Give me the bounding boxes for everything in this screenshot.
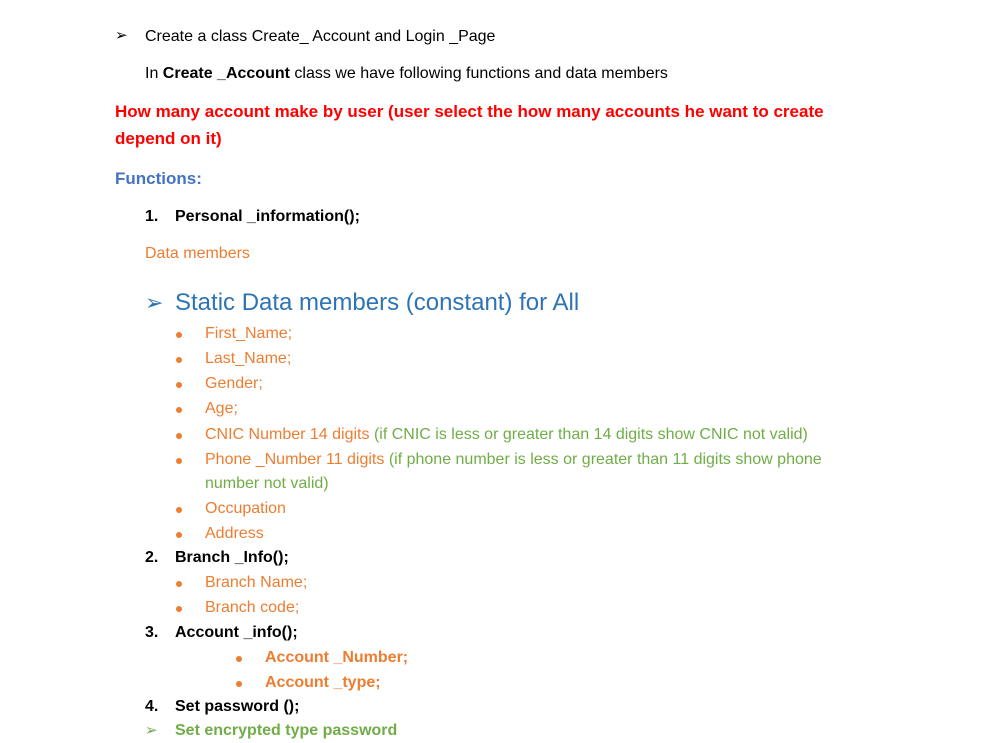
desc-prefix: In [145,65,163,82]
bullet-icon [176,458,182,464]
phone-label: Phone _Number 11 digits [205,451,385,468]
bullet-icon [176,507,182,513]
desc-class-name: Create _Account [162,65,290,82]
fn3-label: Account _info(); [175,624,298,641]
class-intro-line: Create a class Create_ Account and Login _Page [145,28,496,45]
bullet-icon [236,681,242,687]
list-item-occupation: Occupation [205,500,286,517]
data-members-label: Data members [145,245,250,262]
encrypted-arrow-icon: ➢ [145,722,158,739]
functions-label: Functions: [115,169,202,188]
desc-suffix: class we have following functions and data members [289,65,668,82]
list-item-branch-name: Branch Name; [205,574,308,591]
cnic-note: (if CNIC is less or greater than 14 digits show CNIC not valid) [369,426,808,443]
bullet-icon [176,581,182,587]
bullet-icon [176,382,182,388]
list-item-branch-code: Branch code; [205,599,300,616]
list-item-address: Address [205,525,264,542]
fn1-label: Personal _information(); [175,208,360,225]
bullet-icon [176,357,182,363]
list-item-phone [205,448,865,496]
cnic-label: CNIC Number 14 digits [205,426,370,443]
fn1-number: 1. [145,208,159,225]
list-item-cnic [205,425,808,445]
bullet-icon [176,433,182,439]
arrow-bullet-icon: ➢ [115,27,128,44]
class-description [145,64,668,84]
fn2-number: 2. [145,549,159,566]
bullet-icon [176,606,182,612]
static-heading: Static Data members (constant) for All [175,289,580,316]
phone-note: (if phone number is less or greater than 11 digits show phone number not valid) [205,451,822,492]
bullet-icon [176,332,182,338]
list-item-account-type: Account _type; [265,674,381,691]
fn2-label: Branch _Info(); [175,549,289,566]
encrypted-password-line: Set encrypted type password [175,722,398,739]
fn4-label: Set password (); [175,698,300,715]
fn3-number: 3. [145,624,159,641]
list-item-age: Age; [205,400,238,417]
list-item-first-name: First_Name; [205,325,293,342]
bullet-icon [176,407,182,413]
fn4-number: 4. [145,698,159,715]
static-heading-arrow-icon: ➢ [145,290,164,315]
bullet-icon [236,656,242,662]
list-item-last-name: Last_Name; [205,350,292,367]
list-item-account-number: Account _Number; [265,649,409,666]
bullet-icon [176,532,182,538]
red-requirement-note: How many account make by user (user select the how many accounts he want to create depend on it) [115,102,824,148]
list-item-gender: Gender; [205,375,263,392]
